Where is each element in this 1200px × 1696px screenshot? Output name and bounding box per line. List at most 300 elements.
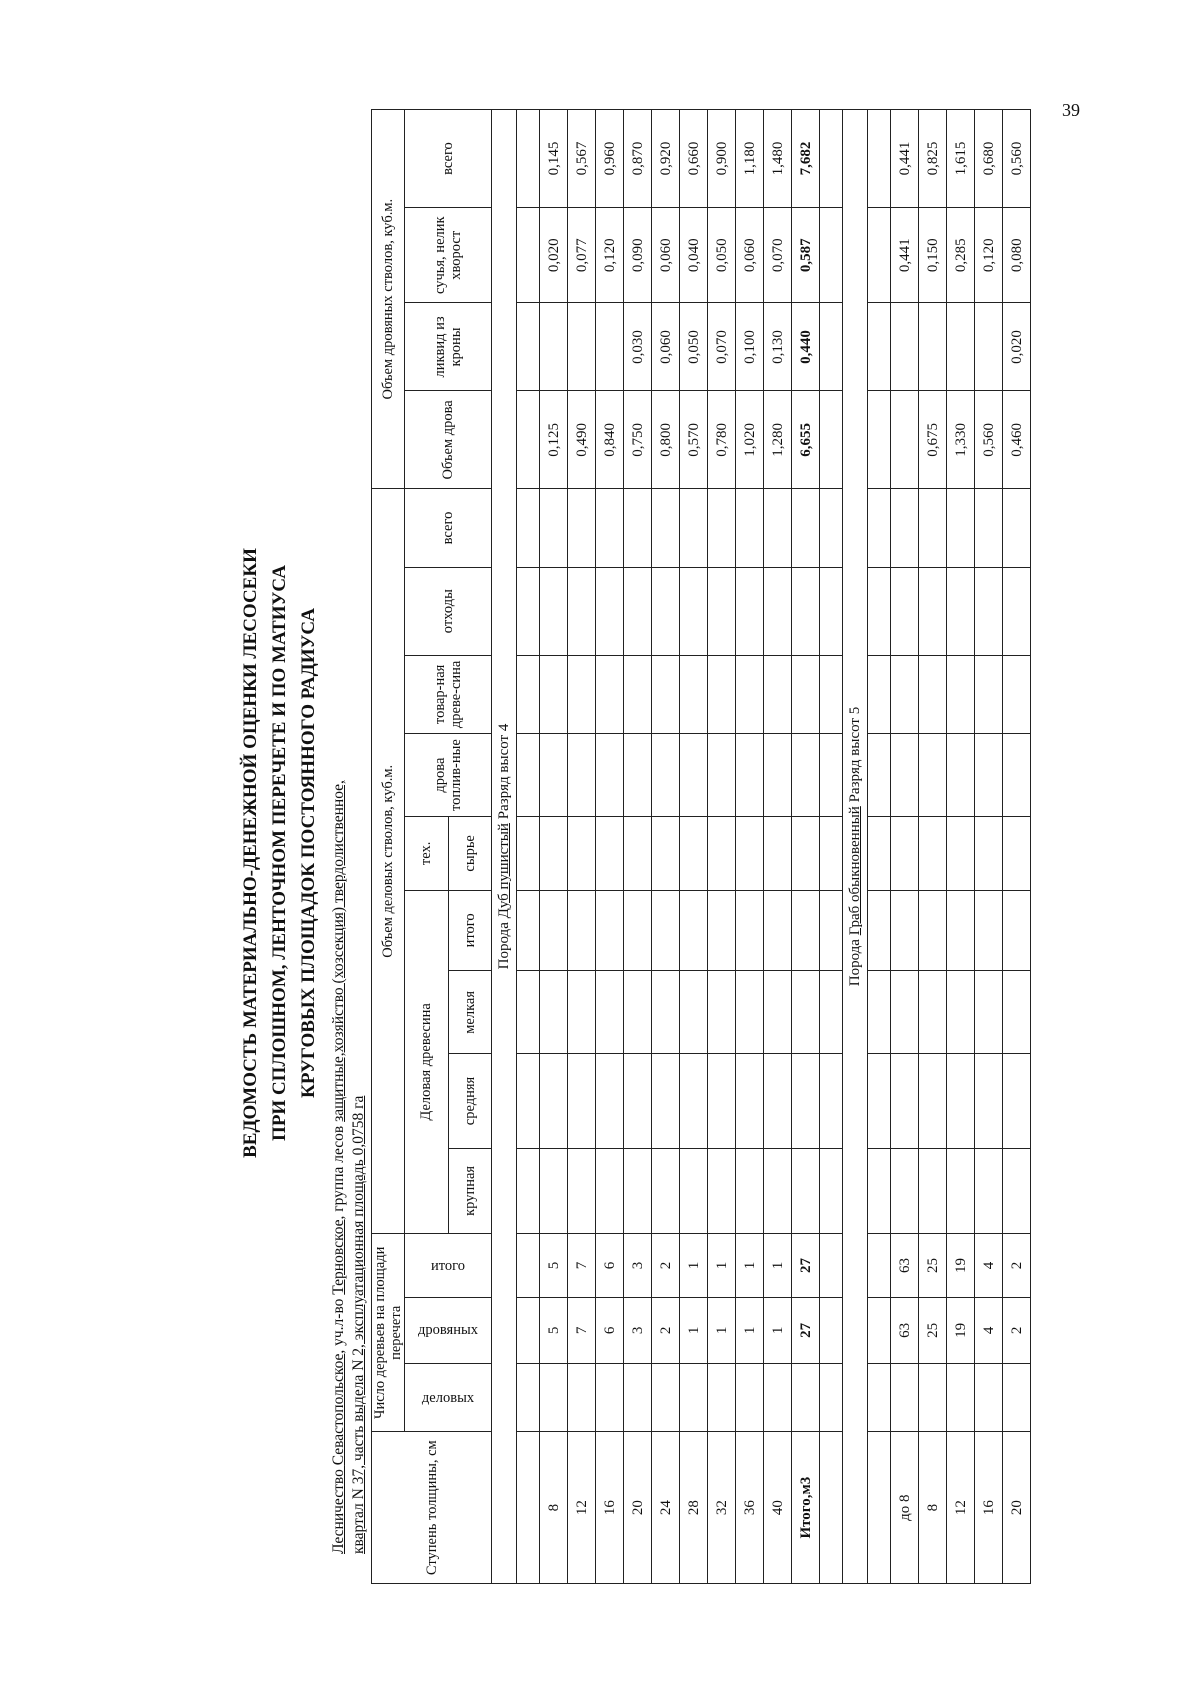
cell-empty <box>764 489 792 567</box>
cell-empty <box>708 890 736 971</box>
cell-empty <box>736 971 764 1054</box>
cell-empty <box>820 655 843 733</box>
cell-empty <box>764 890 792 971</box>
cell-empty <box>868 1432 891 1584</box>
cell-empty <box>868 971 891 1054</box>
cell-empty <box>975 817 1003 890</box>
cell-vol: 0,125 <box>540 391 568 489</box>
cell-empty <box>652 489 680 567</box>
cell-empty <box>1003 567 1031 655</box>
cell-empty <box>947 1148 975 1234</box>
cell-empty <box>624 890 652 971</box>
cell-empty <box>624 489 652 567</box>
cell-step: 32 <box>708 1432 736 1584</box>
header-crown: ликвид из кроны <box>405 303 492 391</box>
cell-drov: 6 <box>596 1297 624 1363</box>
cell-empty <box>891 1363 919 1431</box>
meta-line-1: Лесничество Севастопольское, уч.л-во Терновское, группа лесов защитные,хозяйство (хозсекция) твердолиственное, <box>330 780 347 1554</box>
cell-total: 0,870 <box>624 110 652 208</box>
title-line-3: КРУГОВЫХ ПЛОЩАДОК ПОСТОЯННОГО РАДИУСА <box>298 608 319 1098</box>
cell-empty <box>975 1054 1003 1148</box>
cell-empty <box>736 890 764 971</box>
cell-empty <box>868 1297 891 1363</box>
cell-vol: 1,280 <box>764 391 792 489</box>
cell-empty <box>947 567 975 655</box>
section-header-oak: Порода Дуб пушистый Разряд высот 4 <box>492 110 517 1584</box>
cell-empty <box>919 1054 947 1148</box>
cell-empty <box>820 208 843 303</box>
cell-empty <box>919 817 947 890</box>
cell-drov: 1 <box>764 1297 792 1363</box>
cell-empty <box>919 1363 947 1431</box>
cell-itogo: 25 <box>919 1234 947 1298</box>
header-step: Ступень толщины, см <box>372 1432 492 1584</box>
header-count-itogo: итого <box>405 1234 492 1298</box>
cell-empty <box>624 734 652 817</box>
cell-empty <box>680 655 708 733</box>
cell-drov: 25 <box>919 1297 947 1363</box>
cell-total: 0,145 <box>540 110 568 208</box>
cell-empty <box>820 890 843 971</box>
cell-empty <box>680 489 708 567</box>
cell-empty <box>708 734 736 817</box>
cell-step: 12 <box>947 1432 975 1584</box>
cell-empty <box>1003 1363 1031 1431</box>
header-branches: сучья, нелик хворост <box>405 208 492 303</box>
table-row <box>947 110 975 1584</box>
cell-empty <box>680 890 708 971</box>
cell-empty <box>868 303 891 391</box>
cell-empty <box>919 489 947 567</box>
cell-empty <box>764 734 792 817</box>
cell-empty <box>868 734 891 817</box>
cell-empty <box>1003 489 1031 567</box>
cell-itogo: 19 <box>947 1234 975 1298</box>
cell-empty <box>764 817 792 890</box>
table-row <box>708 110 736 1584</box>
cell-vol: 0,460 <box>1003 391 1031 489</box>
cell-step: 8 <box>919 1432 947 1584</box>
cell-total: 0,660 <box>680 110 708 208</box>
cell-itogo: 7 <box>568 1234 596 1298</box>
cell-step: 16 <box>596 1432 624 1584</box>
blank-row <box>517 110 540 1584</box>
cell-empty <box>947 655 975 733</box>
cell-empty <box>680 1054 708 1148</box>
cell-empty <box>708 655 736 733</box>
cell-empty <box>680 1148 708 1234</box>
cell-vol: 0,675 <box>919 391 947 489</box>
cell-empty <box>891 567 919 655</box>
cell-empty <box>568 567 596 655</box>
cell-drov: 19 <box>947 1297 975 1363</box>
cell-drov: 1 <box>680 1297 708 1363</box>
cell-crown <box>568 303 596 391</box>
cell-empty <box>517 817 540 890</box>
cell-empty <box>596 1054 624 1148</box>
cell-empty <box>792 890 820 971</box>
cell-branch: 0,080 <box>1003 208 1031 303</box>
cell-step: до 8 <box>891 1432 919 1584</box>
cell-drov: 5 <box>540 1297 568 1363</box>
cell-empty <box>540 1363 568 1431</box>
cell-empty <box>680 567 708 655</box>
cell-empty <box>975 1148 1003 1234</box>
cell-drov: 63 <box>891 1297 919 1363</box>
cell-empty <box>891 1148 919 1234</box>
cell-crown <box>596 303 624 391</box>
forest-group: защитные,хозяйство (хозсекция) твердолиственное, <box>330 780 347 1122</box>
cell-total: 0,441 <box>891 110 919 208</box>
cell-empty <box>568 1148 596 1234</box>
cell-empty <box>708 1148 736 1234</box>
cell-crown: 0,130 <box>764 303 792 391</box>
cell-empty <box>596 890 624 971</box>
cell-empty <box>596 1148 624 1234</box>
cell-branch: 0,587 <box>792 208 820 303</box>
header-business-total: всего <box>405 489 492 567</box>
cell-empty <box>540 1148 568 1234</box>
blank-row <box>820 110 843 1584</box>
cell-crown <box>919 303 947 391</box>
cell-branch: 0,040 <box>680 208 708 303</box>
cell-drov: 2 <box>1003 1297 1031 1363</box>
page-number: 39 <box>1062 100 1080 120</box>
cell-empty <box>517 1148 540 1234</box>
cell-itogo: 5 <box>540 1234 568 1298</box>
cell-empty <box>868 817 891 890</box>
cell-crown: 0,060 <box>652 303 680 391</box>
cell-empty <box>540 1054 568 1148</box>
header-raw: сырье <box>448 817 492 890</box>
cell-empty <box>868 1234 891 1298</box>
cell-empty <box>708 1054 736 1148</box>
cell-empty <box>820 1054 843 1148</box>
cell-empty <box>1003 655 1031 733</box>
cell-empty <box>540 734 568 817</box>
cell-crown <box>540 303 568 391</box>
cell-empty <box>652 817 680 890</box>
cell-empty <box>624 1054 652 1148</box>
cell-empty <box>568 971 596 1054</box>
cell-empty <box>652 734 680 817</box>
cell-empty <box>736 489 764 567</box>
cell-itogo: 2 <box>1003 1234 1031 1298</box>
cell-empty <box>820 734 843 817</box>
table-row <box>736 110 764 1584</box>
cell-empty <box>540 817 568 890</box>
header-medium: средняя <box>448 1054 492 1148</box>
cell-branch: 0,090 <box>624 208 652 303</box>
cell-empty <box>540 655 568 733</box>
cell-vol: 0,800 <box>652 391 680 489</box>
cell-empty <box>736 817 764 890</box>
cell-empty <box>736 1148 764 1234</box>
section-header-hornbeam: Порода Граб обыкновенный Разряд высот 5 <box>843 110 868 1584</box>
cell-empty <box>792 971 820 1054</box>
header-business-group: Объем деловых стволов, куб.м. <box>372 489 405 1234</box>
cell-empty <box>596 489 624 567</box>
cell-empty <box>540 890 568 971</box>
cell-empty <box>792 1148 820 1234</box>
cell-empty <box>868 208 891 303</box>
cell-empty <box>764 1363 792 1431</box>
cell-empty <box>652 1054 680 1148</box>
cell-empty <box>708 1363 736 1431</box>
cell-step: 8 <box>540 1432 568 1584</box>
cell-empty <box>708 971 736 1054</box>
document-title <box>236 78 323 1628</box>
header-small: мелкая <box>448 971 492 1054</box>
cell-step: 36 <box>736 1432 764 1584</box>
table-row <box>891 110 919 1584</box>
cell-empty <box>792 734 820 817</box>
cell-step: Итого,м3 <box>792 1432 820 1584</box>
cell-empty <box>708 567 736 655</box>
cell-drov: 1 <box>736 1297 764 1363</box>
cell-itogo: 4 <box>975 1234 1003 1298</box>
cell-empty <box>975 971 1003 1054</box>
header-count-group: Число деревьев на площади перечета <box>372 1234 405 1432</box>
cell-empty <box>868 1054 891 1148</box>
cell-empty <box>975 734 1003 817</box>
cell-total: 0,920 <box>652 110 680 208</box>
cell-empty <box>919 1148 947 1234</box>
cell-empty <box>568 1054 596 1148</box>
cell-empty <box>919 890 947 971</box>
cell-empty <box>680 734 708 817</box>
cell-empty <box>868 1363 891 1431</box>
cell-empty <box>652 567 680 655</box>
header-firewood-group: Объем дровяных стволов, куб.м. <box>372 110 405 489</box>
cell-step: 40 <box>764 1432 792 1584</box>
cell-vol: 0,560 <box>975 391 1003 489</box>
cell-empty <box>764 655 792 733</box>
cell-empty <box>540 971 568 1054</box>
table-row <box>975 110 1003 1584</box>
cell-step: 12 <box>568 1432 596 1584</box>
cell-crown <box>975 303 1003 391</box>
cell-total: 0,567 <box>568 110 596 208</box>
cell-empty <box>792 655 820 733</box>
cell-empty <box>792 489 820 567</box>
cell-vol: 0,750 <box>624 391 652 489</box>
table-body <box>492 110 1031 1584</box>
cell-empty <box>652 971 680 1054</box>
cell-empty <box>517 655 540 733</box>
cell-branch: 0,020 <box>540 208 568 303</box>
cell-empty <box>820 1297 843 1363</box>
cell-total: 0,960 <box>596 110 624 208</box>
cell-empty <box>568 817 596 890</box>
cell-empty <box>568 489 596 567</box>
cell-empty <box>1003 734 1031 817</box>
cell-empty <box>868 489 891 567</box>
cell-empty <box>947 971 975 1054</box>
species-oak: Дуб пушистый <box>496 823 512 919</box>
cell-empty <box>680 971 708 1054</box>
cell-branch: 0,060 <box>736 208 764 303</box>
cell-empty <box>517 1234 540 1298</box>
cell-empty <box>624 817 652 890</box>
cell-vol: 0,490 <box>568 391 596 489</box>
district-name: Терновское <box>330 1219 347 1295</box>
cell-empty <box>868 391 891 489</box>
cell-itogo: 1 <box>680 1234 708 1298</box>
cell-empty <box>792 1363 820 1431</box>
cell-empty <box>568 655 596 733</box>
cell-empty <box>596 567 624 655</box>
cell-total: 0,560 <box>1003 110 1031 208</box>
cell-empty <box>975 655 1003 733</box>
meta-line-2: квартал N 37, часть выдела N 2, эксплуатационная площадь 0,0758 га <box>350 1095 367 1554</box>
table-row <box>540 110 568 1584</box>
cell-empty <box>1003 971 1031 1054</box>
species-hornbeam: Граб обыкновенный <box>847 806 863 936</box>
cell-itogo: 1 <box>736 1234 764 1298</box>
cell-empty <box>540 489 568 567</box>
cell-empty <box>891 890 919 971</box>
cell-empty <box>624 1148 652 1234</box>
blank-row <box>868 110 891 1584</box>
cell-empty <box>596 1363 624 1431</box>
cell-empty <box>868 1148 891 1234</box>
cell-empty <box>975 489 1003 567</box>
cell-empty <box>764 971 792 1054</box>
cell-empty <box>1003 1148 1031 1234</box>
cell-empty <box>517 734 540 817</box>
cell-empty <box>517 1363 540 1431</box>
cell-drov: 2 <box>652 1297 680 1363</box>
cell-empty <box>517 208 540 303</box>
cell-empty <box>820 303 843 391</box>
cell-empty <box>652 890 680 971</box>
cell-empty <box>975 890 1003 971</box>
cell-empty <box>919 567 947 655</box>
header-fw-total: всего <box>405 110 492 208</box>
cell-empty <box>868 567 891 655</box>
cell-total: 1,480 <box>764 110 792 208</box>
header-itogo: итого <box>448 890 492 971</box>
header-count-drov: дровяных <box>405 1297 492 1363</box>
cell-empty <box>568 890 596 971</box>
header-fuel: дрова топлив-ные <box>405 734 492 817</box>
cell-vol: 0,780 <box>708 391 736 489</box>
cell-empty <box>868 890 891 971</box>
cell-empty <box>868 655 891 733</box>
cell-crown: 0,100 <box>736 303 764 391</box>
cell-step: 16 <box>975 1432 1003 1584</box>
cell-crown: 0,070 <box>708 303 736 391</box>
cell-empty <box>596 655 624 733</box>
header-business-wood: Деловая древесина <box>405 890 449 1234</box>
cell-empty <box>517 890 540 971</box>
cell-empty <box>820 817 843 890</box>
cell-empty <box>820 391 843 489</box>
header-commercial: товар-ная древе-сина <box>405 655 492 733</box>
cell-branch: 0,285 <box>947 208 975 303</box>
table-row <box>680 110 708 1584</box>
cell-empty <box>764 1054 792 1148</box>
cell-empty <box>624 971 652 1054</box>
header-tech: тех. <box>405 817 449 890</box>
cell-vol: 1,020 <box>736 391 764 489</box>
cell-branch: 0,050 <box>708 208 736 303</box>
cell-empty <box>891 971 919 1054</box>
cell-empty <box>540 567 568 655</box>
header-fw-volume: Объем дрова <box>405 391 492 489</box>
cell-step: 20 <box>1003 1432 1031 1584</box>
cell-drov: 7 <box>568 1297 596 1363</box>
cell-empty <box>736 655 764 733</box>
cell-empty <box>517 391 540 489</box>
cell-drov: 27 <box>792 1297 820 1363</box>
cell-crown: 0,020 <box>1003 303 1031 391</box>
cell-empty <box>947 817 975 890</box>
cell-itogo: 6 <box>596 1234 624 1298</box>
cell-empty <box>820 1148 843 1234</box>
cell-vol: 1,330 <box>947 391 975 489</box>
cell-vol: 0,840 <box>596 391 624 489</box>
cell-itogo: 63 <box>891 1234 919 1298</box>
cell-empty <box>736 1054 764 1148</box>
cell-empty <box>868 110 891 208</box>
cell-empty <box>596 817 624 890</box>
cell-empty <box>596 734 624 817</box>
cell-empty <box>820 110 843 208</box>
cell-vol: 6,655 <box>792 391 820 489</box>
document-meta <box>329 78 369 1554</box>
cell-empty <box>517 1297 540 1363</box>
cell-empty <box>919 734 947 817</box>
cell-empty <box>517 567 540 655</box>
cell-empty <box>517 971 540 1054</box>
header-large: крупная <box>448 1148 492 1234</box>
cell-empty <box>517 303 540 391</box>
cell-empty <box>652 655 680 733</box>
rotated-sheet <box>236 78 1046 1628</box>
cell-empty <box>947 1363 975 1431</box>
cell-empty <box>792 817 820 890</box>
cell-empty <box>736 1363 764 1431</box>
cell-empty <box>820 1432 843 1584</box>
cell-crown: 0,440 <box>792 303 820 391</box>
cell-empty <box>919 655 947 733</box>
cell-step: 28 <box>680 1432 708 1584</box>
cell-crown: 0,050 <box>680 303 708 391</box>
cell-branch: 0,060 <box>652 208 680 303</box>
forestry-name: Севастопольское <box>330 1353 347 1466</box>
cell-itogo: 2 <box>652 1234 680 1298</box>
cell-crown: 0,030 <box>624 303 652 391</box>
table-row <box>1003 110 1031 1584</box>
cell-branch: 0,070 <box>764 208 792 303</box>
cell-step: 24 <box>652 1432 680 1584</box>
header-waste: отходы <box>405 567 492 655</box>
header-count-del: деловых <box>405 1363 492 1431</box>
cell-empty <box>517 1432 540 1584</box>
cell-itogo: 1 <box>764 1234 792 1298</box>
cell-total: 0,900 <box>708 110 736 208</box>
cell-total: 0,680 <box>975 110 1003 208</box>
table-row <box>652 110 680 1584</box>
cell-empty <box>947 890 975 971</box>
cell-empty <box>624 655 652 733</box>
cell-branch: 0,150 <box>919 208 947 303</box>
cell-drov: 4 <box>975 1297 1003 1363</box>
cell-vol: 0,570 <box>680 391 708 489</box>
cell-total: 1,615 <box>947 110 975 208</box>
